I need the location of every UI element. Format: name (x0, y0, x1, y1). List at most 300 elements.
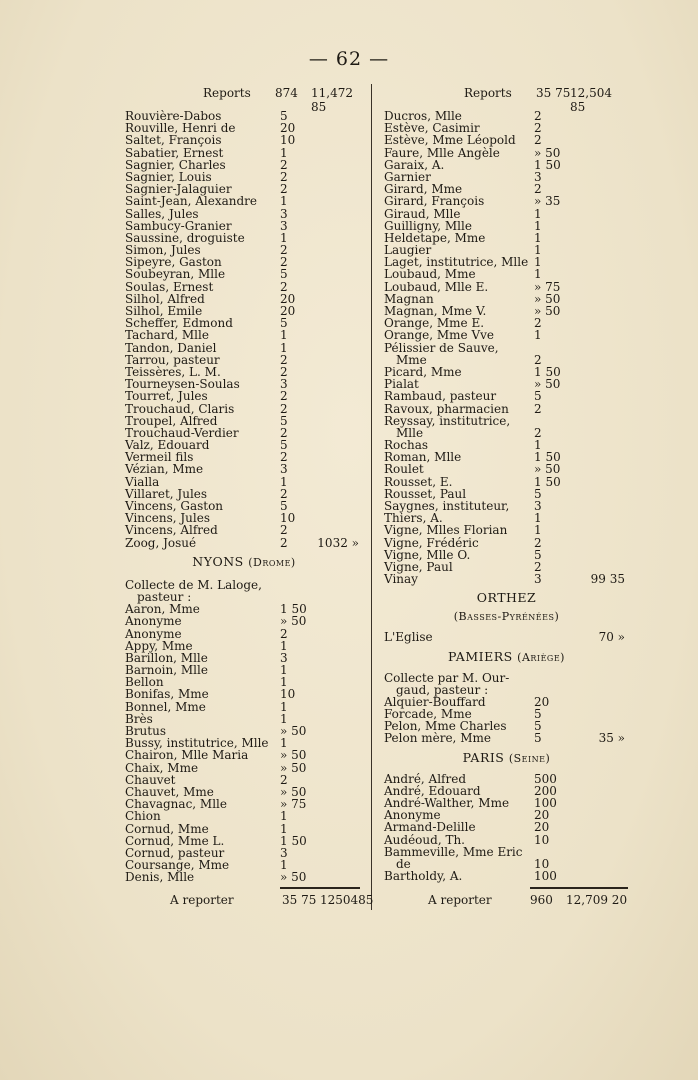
section-heading-nyons (125, 549, 363, 575)
section-region: (Seine) (508, 751, 551, 765)
list-item (384, 573, 629, 585)
entry-amount: 5 (280, 438, 288, 453)
entry-total (567, 244, 629, 256)
entry-total (567, 785, 629, 797)
entry-name: de (396, 856, 411, 871)
entry-total (310, 256, 363, 268)
entry-name: Anonyme (125, 614, 182, 629)
list-item (384, 463, 629, 475)
footer-label: A reporter (428, 893, 492, 907)
section-place: PAMIERS (448, 648, 513, 664)
entry-total (567, 451, 629, 463)
entry-name: Coursange, Mme (125, 858, 230, 873)
entry-amount: 3 (280, 218, 288, 233)
entry-amount: 100 (534, 869, 557, 884)
list-item (125, 615, 363, 627)
entry-amount: 2 (534, 425, 542, 440)
entry-total (310, 293, 363, 305)
entry-name: Vigne, Mlles Florian (384, 523, 508, 538)
list-item (384, 672, 629, 684)
entry-total (310, 488, 363, 500)
entry-list (125, 579, 363, 884)
entry-name: Barnoin, Mlle (125, 663, 208, 678)
entry-amount: 5 (534, 486, 542, 501)
entry-name: Orange, Mme E. (384, 316, 485, 331)
entry-total (310, 317, 363, 329)
entry-amount: 2 (280, 523, 288, 538)
entry-amount: 1 (280, 858, 288, 873)
footer-amount: 960 (530, 893, 553, 907)
entry-amount: » 50 (280, 784, 307, 799)
entry-list (384, 631, 629, 643)
entry-amount: 2 (280, 401, 288, 416)
entry-total (567, 834, 629, 846)
entry-amount: 1 (534, 511, 542, 526)
list-item (125, 476, 363, 488)
entry-total: 35 » (598, 731, 625, 746)
entry-name: L'Eglise (384, 630, 433, 645)
entry-amount: 10 (280, 511, 296, 526)
entry-total (567, 846, 629, 858)
entry-name: Heldetape, Mme (384, 230, 486, 245)
entry-amount: 3 (280, 650, 288, 665)
entry-amount: 10 (280, 133, 296, 148)
entry-amount: 1 (534, 206, 542, 221)
entry-amount: 3 (534, 572, 542, 587)
entry-total (310, 390, 363, 402)
entry-name: Anonyme (384, 808, 441, 823)
entry-amount: 1 (534, 230, 542, 245)
entry-name: Magnan, Mme V. (384, 304, 487, 318)
entry-total (310, 835, 363, 847)
entry-total (310, 786, 363, 798)
entry-amount: » 50 (280, 760, 307, 775)
entry-name: Roman, Mlle (384, 450, 462, 465)
reports-amount: 874 (275, 86, 298, 100)
entry-name: Chairon, Mlle Maria (125, 748, 249, 763)
entry-amount: » 50 (534, 304, 561, 318)
entry-name: Appy, Mme (125, 638, 193, 653)
right-column (384, 82, 629, 882)
entry-total (310, 427, 363, 439)
entry-amount: 5 (280, 413, 288, 428)
entry-name: Picard, Mme (384, 364, 462, 379)
entry-total (310, 798, 363, 810)
list-item (384, 870, 629, 882)
entry-name: Vézian, Mme (125, 462, 204, 477)
list-item (125, 537, 363, 549)
entry-total: 1032 » (317, 535, 359, 550)
entry-total (567, 208, 629, 220)
entry-total (567, 122, 629, 134)
entry-amount: 2 (280, 182, 288, 197)
entry-name: Rouville, Henri de (125, 121, 236, 136)
reports-label: Reports (464, 86, 512, 100)
entry-total (567, 773, 629, 785)
entry-name: Chion (125, 809, 161, 824)
entry-amount: 2 (280, 352, 288, 367)
entry-amount: 5 (534, 547, 542, 562)
entry-total (310, 415, 363, 427)
entry-amount: 5 (534, 719, 542, 734)
entry-total (567, 305, 629, 317)
entry-amount: 2 (280, 486, 288, 501)
entry-name: Ducros, Mlle (384, 109, 462, 123)
column-divider (371, 84, 372, 910)
list-item (384, 342, 629, 354)
entry-amount (534, 631, 567, 643)
entry-amount: 5 (280, 499, 288, 513)
entry-amount (534, 672, 567, 684)
entry-total (310, 859, 363, 871)
entry-name: Chaix, Mme (125, 760, 199, 775)
entry-total (567, 537, 629, 549)
entry-total (567, 159, 629, 171)
entry-amount: 1 50 (534, 474, 561, 489)
reports-amount: 35 75 (536, 86, 571, 100)
entry-total (310, 603, 363, 615)
list-item (125, 810, 363, 822)
reports-label: Reports (203, 86, 251, 100)
entry-total (310, 628, 363, 640)
entry-name: Ravoux, pharmacien (384, 401, 509, 416)
entry-name: Villaret, Jules (125, 486, 208, 501)
entry-name: Zoog, Josué (125, 535, 197, 550)
entry-total (567, 183, 629, 195)
entry-name: Silhol, Alfred (125, 291, 205, 306)
entry-total (567, 524, 629, 536)
entry-total (567, 293, 629, 305)
page-number: — 62 — (308, 48, 390, 70)
entry-name: Girard, François (384, 194, 485, 209)
entry-name: Rambaud, pasteur (384, 389, 497, 404)
list-item (125, 195, 363, 207)
list-item (125, 524, 363, 536)
entry-total (310, 847, 363, 859)
entry-amount: 1 (280, 145, 288, 160)
entry-name: Orange, Mme Vve (384, 328, 494, 343)
entry-amount (280, 579, 310, 591)
entry-name: Scheffer, Edmond (125, 316, 233, 331)
entry-name: Collecte par M. Our- (384, 670, 510, 685)
entry-name: Vermeil fils (125, 450, 194, 465)
entry-total (567, 512, 629, 524)
entry-total (310, 652, 363, 664)
entry-amount: » 50 (534, 462, 561, 477)
entry-amount: 1 (280, 194, 288, 209)
entry-name: Rouvière-Dabos (125, 109, 222, 123)
entry-total (310, 676, 363, 688)
list-item (125, 628, 363, 640)
entry-total (567, 281, 629, 293)
entry-amount: 2 (280, 169, 288, 184)
entry-total (310, 378, 363, 390)
entry-name: Anonyme (125, 626, 182, 641)
entry-amount: 1 (534, 328, 542, 343)
entry-name: Chauvet, Mme (125, 784, 214, 799)
section-heading-paris (384, 745, 629, 771)
entry-amount: 1 (534, 243, 542, 258)
reports-row (125, 82, 363, 114)
reports-total: 11,472 85 (311, 86, 353, 114)
entry-amount: 1 (280, 663, 288, 678)
entry-total (310, 688, 363, 700)
entry-total (567, 256, 629, 268)
entry-total (310, 147, 363, 159)
section-subheading-orthez (384, 605, 629, 627)
entry-name: Vigne, Frédéric (384, 535, 479, 550)
list-item (384, 476, 629, 488)
entry-total (310, 737, 363, 749)
entry-amount: 2 (280, 535, 288, 550)
list-item (125, 762, 363, 774)
entry-total (310, 134, 363, 146)
entry-total (310, 823, 363, 835)
entry-list (384, 672, 629, 745)
entry-name: Estève, Mme Léopold (384, 133, 516, 148)
entry-amount: 20 (534, 694, 550, 709)
section-place: NYONS (192, 553, 244, 569)
entry-name: Trouchaud-Verdier (125, 425, 239, 440)
entry-total (567, 403, 629, 415)
entry-amount: 20 (534, 820, 550, 835)
entry-name: Teissères, L. M. (125, 364, 221, 379)
entry-amount: 1 (280, 340, 288, 355)
footer-total: 12,709 20 (566, 893, 628, 907)
total-rule (530, 887, 628, 889)
list-item (125, 329, 363, 341)
entry-list (384, 110, 629, 585)
entry-total (567, 366, 629, 378)
section-place: PARIS (462, 749, 505, 765)
entry-name: Laget, institutrice, Mlle (384, 255, 529, 270)
entry-amount: 2 (280, 255, 288, 270)
entry-total (567, 672, 629, 684)
entry-name: Soulas, Ernest (125, 279, 214, 294)
entry-total (567, 415, 629, 427)
list-item (384, 208, 629, 220)
entry-amount: 1 50 (280, 602, 307, 617)
entry-amount: 1 (534, 218, 542, 233)
entry-name: Garaix, A. (384, 157, 445, 172)
entry-name: Cornud, Mme L. (125, 833, 225, 848)
entry-name: Trouchaud, Claris (125, 401, 235, 416)
entry-name: Silhol, Emile (125, 304, 203, 318)
entry-name: Vialla (125, 474, 160, 489)
entry-name: Mlle (396, 425, 424, 440)
entry-name: Chauvet (125, 772, 176, 787)
footer-label: A reporter (170, 893, 234, 907)
entry-total (567, 354, 629, 366)
entry-name: Giraud, Mlle (384, 206, 461, 221)
entry-total (567, 684, 629, 696)
entry-amount: 2 (534, 121, 542, 136)
entry-amount: » 50 (280, 724, 307, 738)
footer-total: 1250485 (320, 893, 374, 907)
entry-amount: 20 (280, 121, 296, 136)
section-region: (Basses-Pyrénées) (453, 610, 560, 624)
entry-total (567, 220, 629, 232)
entry-name: Sagnier, Louis (125, 169, 212, 184)
list-item (384, 821, 629, 833)
entry-amount: 20 (534, 808, 550, 823)
list-item (384, 329, 629, 341)
list-item (125, 390, 363, 402)
list-item (384, 366, 629, 378)
list-item (125, 342, 363, 354)
entry-total (567, 463, 629, 475)
entry-amount: 5 (280, 267, 288, 282)
entry-amount: » 35 (534, 194, 561, 209)
entry-name: Vinay (384, 572, 418, 587)
entry-amount: » 50 (534, 145, 561, 160)
entry-amount: 1 (280, 328, 288, 343)
entry-amount: 3 (280, 845, 288, 860)
entry-amount: 1 (280, 809, 288, 824)
entry-amount: » 50 (534, 291, 561, 306)
entry-total (567, 268, 629, 280)
entry-name: Collecte de M. Laloge, (125, 577, 262, 592)
entry-name: Bonnel, Mme (125, 699, 206, 714)
list-item (384, 524, 629, 536)
entry-list (384, 773, 629, 883)
list-item (125, 749, 363, 761)
list-item (384, 281, 629, 293)
entry-amount: 1 50 (534, 450, 561, 465)
entry-amount: 2 (280, 279, 288, 294)
list-item (125, 871, 363, 883)
list-item (384, 846, 629, 858)
entry-name: Thiers, A. (384, 511, 443, 526)
entry-amount: 1 (280, 699, 288, 714)
entry-total (310, 476, 363, 488)
list-item (125, 208, 363, 220)
entry-total (567, 232, 629, 244)
entry-amount: 3 (280, 206, 288, 221)
entry-name: Loubaud, Mlle E. (384, 279, 489, 294)
list-item (384, 390, 629, 402)
entry-amount: 1 50 (534, 157, 561, 172)
entry-name: Denis, Mlle (125, 870, 195, 885)
entry-total (310, 329, 363, 341)
entry-name: pasteur : (137, 589, 192, 604)
entry-name: Bammeville, Mme Eric (384, 844, 523, 859)
section-region: (Ariège) (517, 650, 565, 664)
entry-amount: 2 (534, 109, 542, 123)
entry-name: Tandon, Daniel (125, 340, 217, 355)
entry-name: Salles, Jules (125, 206, 199, 221)
section-heading-pamiers (384, 644, 629, 670)
list-item (384, 195, 629, 207)
entry-amount: 5 (534, 389, 542, 404)
entry-total (310, 171, 363, 183)
list-item (384, 403, 629, 415)
entry-total (567, 488, 629, 500)
entry-name: Estève, Casimir (384, 121, 480, 136)
list-item (384, 773, 629, 785)
section-place: ORTHEZ (476, 590, 537, 606)
entry-name: Vincens, Jules (125, 511, 210, 526)
entry-amount: 1 (280, 675, 288, 690)
entry-amount: 2 (280, 389, 288, 404)
list-item (384, 268, 629, 280)
entry-total (567, 329, 629, 341)
entry-name: Vigne, Paul (384, 559, 453, 574)
list-item (125, 134, 363, 146)
entry-name: Sagnier-Jalaguier (125, 182, 232, 197)
entry-name: Saussine, droguiste (125, 230, 245, 245)
entry-name: Girard, Mme (384, 182, 463, 197)
entry-amount: 3 (280, 462, 288, 477)
entry-total (567, 317, 629, 329)
entry-amount: » 75 (534, 279, 561, 294)
entry-total (310, 615, 363, 627)
entry-name: Loubaud, Mme (384, 267, 476, 282)
entry-amount: 1 (280, 638, 288, 653)
entry-total (310, 713, 363, 725)
list-item (125, 463, 363, 475)
entry-total (567, 378, 629, 390)
entry-name: Cornud, pasteur (125, 845, 225, 860)
entry-amount: 5 (534, 707, 542, 722)
entry-name: Pelon, Mme Charles (384, 719, 507, 734)
entry-total (310, 244, 363, 256)
entry-name: Rousset, E. (384, 474, 453, 489)
entry-name: Vincens, Alfred (125, 523, 218, 538)
entry-total (310, 640, 363, 652)
entry-name: André-Walther, Mme (384, 796, 510, 810)
entry-name: Tourret, Jules (125, 389, 208, 404)
entry-name: Sipeyre, Gaston (125, 255, 222, 270)
entry-total (567, 809, 629, 821)
entry-amount: 10 (534, 832, 550, 847)
entry-name: Audéoud, Th. (384, 832, 465, 847)
entry-total (567, 171, 629, 183)
list-item (125, 701, 363, 713)
list-item (125, 403, 363, 415)
entry-total (310, 579, 363, 591)
entry-name: Tachard, Mlle (125, 328, 209, 343)
entry-total (310, 354, 363, 366)
entry-amount: 2 (280, 450, 288, 465)
entry-name: Forcade, Mme (384, 707, 472, 722)
entry-name: Brès (125, 711, 153, 726)
entry-name: Soubeyran, Mlle (125, 267, 226, 282)
entry-total (310, 810, 363, 822)
entry-total (310, 232, 363, 244)
entry-name: Sambucy-Granier (125, 218, 232, 233)
entry-amount: 2 (280, 243, 288, 258)
list-item (384, 134, 629, 146)
entry-amount: 10 (280, 687, 296, 702)
entry-name: Rousset, Paul (384, 486, 467, 501)
entry-name: Reyssay, institutrice, (384, 413, 511, 428)
entry-total (567, 342, 629, 354)
entry-name: Bonifas, Mme (125, 687, 209, 702)
entry-name: Saygnes, instituteur, (384, 499, 510, 513)
entry-total (310, 774, 363, 786)
entry-name: Bussy, institutrice, Mlle (125, 736, 269, 751)
entry-name: Sagnier, Charles (125, 157, 226, 172)
entry-amount: 2 (280, 364, 288, 379)
entry-amount: 3 (534, 169, 542, 184)
entry-name: Guilligny, Mlle (384, 218, 472, 233)
entry-name: Saltet, François (125, 133, 222, 148)
entry-total (567, 858, 629, 870)
entry-name: Vincens, Gaston (125, 499, 224, 513)
entry-total (310, 122, 363, 134)
entry-amount: » 50 (280, 614, 307, 629)
